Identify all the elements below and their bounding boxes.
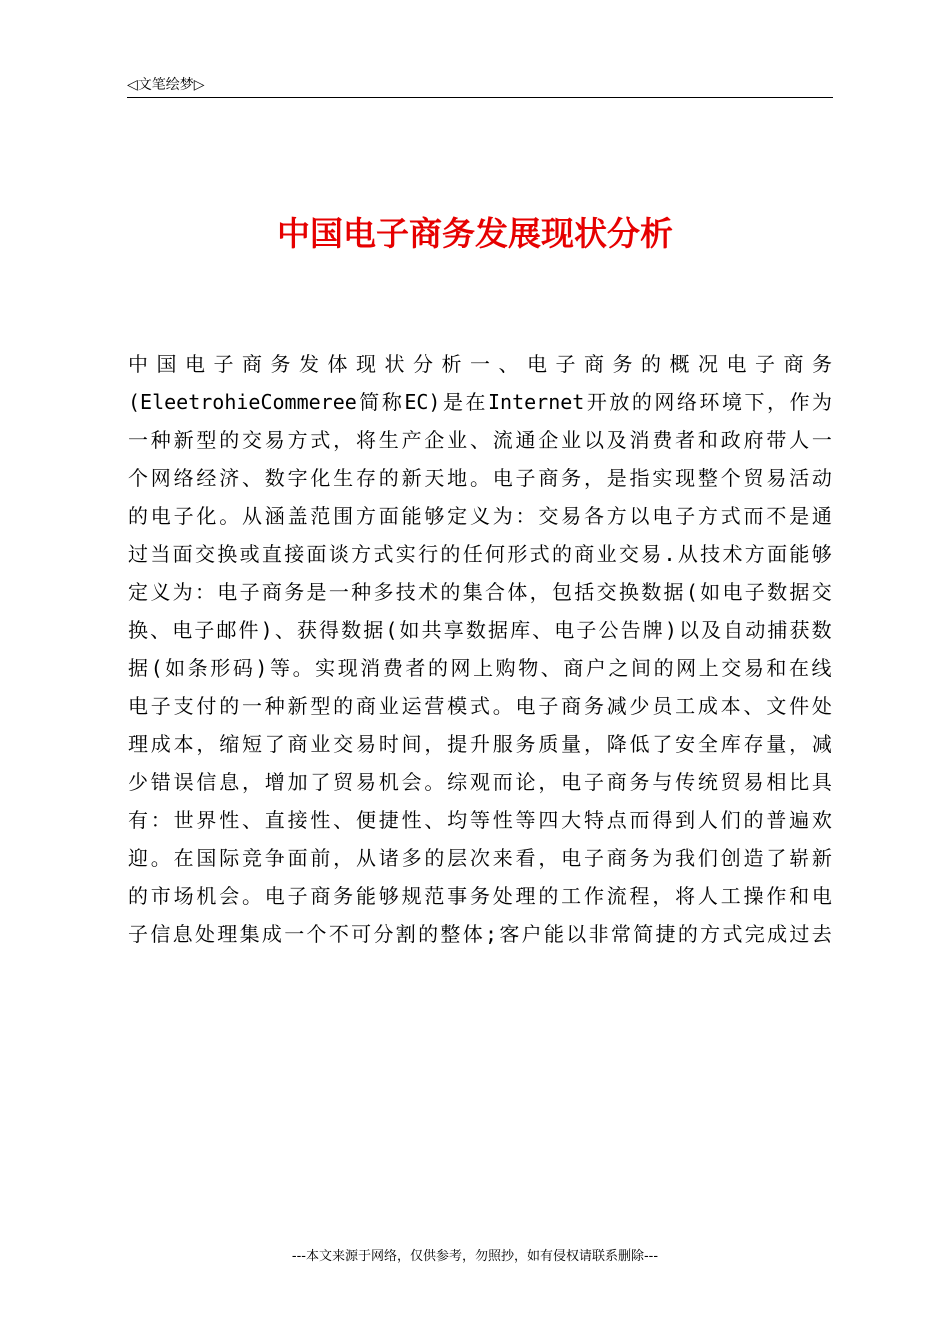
body-line: 中 国 电 子 商 务 发 体 现 状 分 析 一 、 电 子 商 务 的 概 况 电 子 商 务 xyxy=(128,352,832,376)
body-line: 少 错 误 信 息 ， 增 加 了 贸 易 机 会 。 综 观 而 论 ， 电 子 商 务 与 传 统 贸 易 相 比 具 xyxy=(128,770,832,794)
footer-disclaimer: ---本文来源于网络，仅供参考，勿照抄，如有侵权请联系删除--- xyxy=(291,1249,659,1264)
body-line: 据 ( 如 条 形 码 ) 等 。 实 现 消 费 者 的 网 上 购 物 、 商 户 之 间 的 网 上 交 易 和 在 线 xyxy=(128,656,832,680)
body-line: 有 ： 世 界 性 、 直 接 性 、 便 捷 性 、 均 等 性 等 四 大 特 点 而 得 到 人 们 的 普 遍 欢 xyxy=(128,808,832,832)
body-line: 过 当 面 交 换 或 直 接 面 谈 方 式 实 行 的 任 何 形 式 的 商 业 交 易 . 从 技 术 方 面 能 够 xyxy=(128,542,832,566)
body-line: 个 网 络 经 济 、 数 字 化 生 存 的 新 天 地 。 电 子 商 务 ， 是 指 实 现 整 个 贸 易 活 动 xyxy=(128,466,832,490)
page-header xyxy=(127,74,833,98)
document-title: 中国电子商务发展现状分析 xyxy=(277,214,673,253)
body-line: 电 子 支 付 的 一 种 新 型 的 商 业 运 营 模 式 。 电 子 商 务 减 少 员 工 成 本 、 文 件 处 xyxy=(128,694,832,718)
body-line: 子 信 息 处 理 集 成 一 个 不 可 分 割 的 整 体 ; 客 户 能 以 非 常 简 捷 的 方 式 完 成 过 去 xyxy=(128,922,832,946)
body-line: 定 义 为 ： 电 子 商 务 是 一 种 多 技 术 的 集 合 体 ， 包 括 交 换 数 据 ( 如 电 子 数 据 交 xyxy=(128,580,832,604)
body-line: 理 成 本 ， 缩 短 了 商 业 交 易 时 间 ， 提 升 服 务 质 量 ， 降 低 了 安 全 库 存 量 ， 减 xyxy=(128,732,832,756)
body-line: 的 市 场 机 会 。 电 子 商 务 能 够 规 范 事 务 处 理 的 工 作 流 程 ， 将 人 工 操 作 和 电 xyxy=(128,884,832,908)
body-line: 一 种 新 型 的 交 易 方 式 ， 将 生 产 企 业 、 流 通 企 业 以 及 消 费 者 和 政 府 带 人 一 xyxy=(128,428,832,452)
body-line: 迎 。 在 国 际 竞 争 面 前 ， 从 诸 多 的 层 次 来 看 ， 电 子 商 务 为 我 们 创 造 了 崭 新 xyxy=(128,846,832,870)
body-line: 换 、 电 子 邮 件 ) 、 获 得 数 据 ( 如 共 享 数 据 库 、 电 子 公 告 牌 ) 以 及 自 动 捕 获 数 xyxy=(128,618,832,642)
body-line: (EleetrohieCommeree 简 称 EC) 是 在 Internet 开 放 的 网 络 环 境 下 ， 作 为 xyxy=(128,390,832,414)
header-text: ◁文笔绘梦▷ xyxy=(127,77,205,93)
body-line: 的 电 子 化 。 从 涵 盖 范 围 方 面 能 够 定 义 为 ： 交 易 各 方 以 电 子 方 式 而 不 是 通 xyxy=(128,504,832,528)
body-text xyxy=(128,345,832,953)
